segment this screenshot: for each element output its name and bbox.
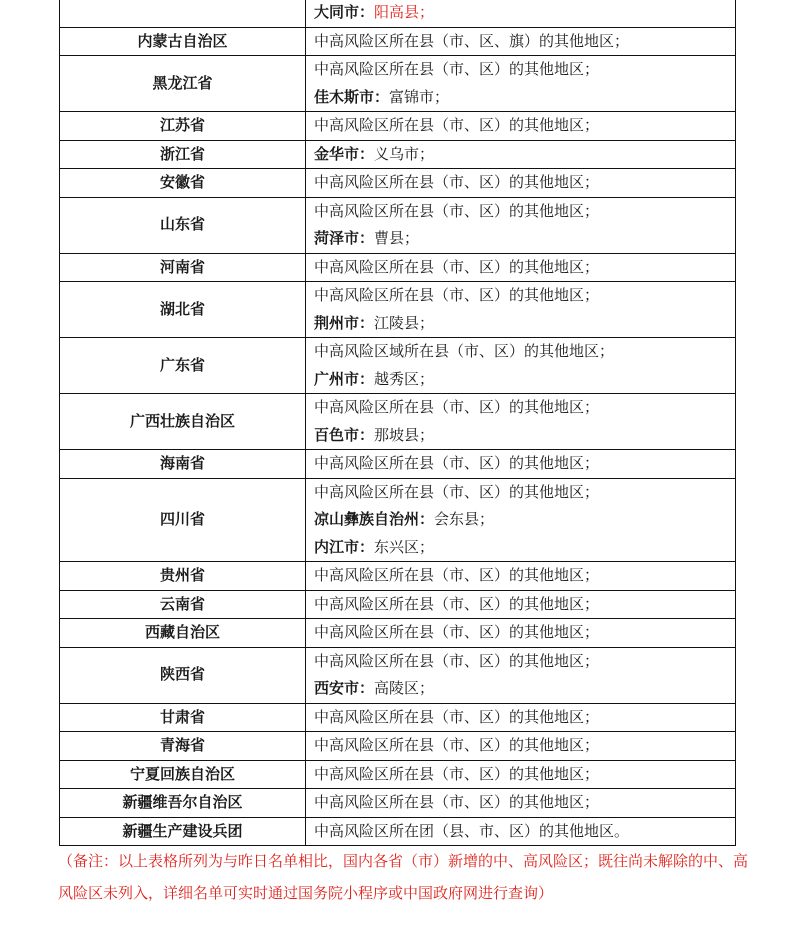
areas-cell	[306, 478, 736, 562]
region-cell	[60, 0, 306, 27]
area-text: 中高风险区所在县（市、区）的其他地区；	[314, 793, 600, 811]
area-line	[314, 141, 735, 169]
table-row	[60, 338, 736, 394]
area-text: 中高风险区所在团（县、市、区）的其他地区。	[314, 821, 630, 840]
table-row	[60, 789, 736, 818]
areas-cell	[306, 732, 736, 761]
area-text: 中高风险区所在县（市、区）的其他地区；	[314, 116, 600, 134]
table-row	[60, 56, 736, 112]
area-text: 富锦市；	[389, 87, 450, 106]
area-text: 中高风险区所在县（市、区）的其他地区；	[314, 173, 600, 191]
area-line	[314, 310, 735, 338]
table-row	[60, 197, 736, 253]
table-row	[60, 169, 736, 198]
area-line	[314, 562, 735, 590]
city-name: 百色市	[314, 425, 360, 444]
region-cell: 宁夏回族自治区	[60, 760, 306, 789]
city-name: 广州市	[314, 369, 360, 388]
areas-cell	[306, 0, 736, 27]
area-line	[314, 338, 735, 366]
region-cell: 安徽省	[60, 169, 306, 198]
area-line	[314, 450, 735, 478]
area-text: 中高风险区所在县（市、区）的其他地区；	[314, 736, 600, 754]
region-cell: 陕西省	[60, 647, 306, 703]
table-row	[60, 394, 736, 450]
region-cell: 黑龙江省	[60, 56, 306, 112]
table-row	[60, 112, 736, 141]
city-separator: ：	[359, 425, 375, 444]
area-line	[314, 254, 735, 282]
area-line	[314, 394, 735, 422]
region-cell: 河南省	[60, 253, 306, 282]
city-separator: ：	[359, 679, 375, 697]
region-cell: 海南省	[60, 450, 306, 479]
table-row	[60, 732, 736, 761]
table-row	[60, 450, 736, 479]
areas-cell	[306, 140, 736, 169]
table-row	[60, 253, 736, 282]
area-text: 阳高县；	[374, 3, 435, 21]
city-separator: ：	[359, 537, 375, 556]
areas-cell	[306, 197, 736, 253]
area-text: 中高风险区所在县（市、区）的其他地区；	[314, 482, 600, 501]
area-text: 中高风险区所在县（市、区）的其他地区；	[314, 623, 600, 641]
city-name: 荆州市	[314, 313, 360, 332]
area-line	[314, 56, 735, 84]
city-separator: ：	[359, 3, 375, 21]
risk-area-table-body	[60, 0, 736, 846]
city-name: 金华市	[314, 144, 360, 163]
area-text: 中高风险区所在县（市、区）的其他地区；	[314, 707, 600, 726]
table-row	[60, 703, 736, 732]
region-cell: 内蒙古自治区	[60, 27, 306, 56]
remark-note: （备注：以上表格所列为与昨日名单相比，国内各省（市）新增的中、高风险区；既往尚未解除的中、高风险区未列入，详细名单可实时通过国务院小程序或中国政府网进行查询）	[58, 852, 749, 902]
area-text: 中高风险区所在县（市、区、旗）的其他地区；	[314, 31, 630, 50]
region-cell: 新疆生产建设兵团	[60, 817, 306, 846]
table-row	[60, 647, 736, 703]
city-separator: ：	[359, 229, 375, 247]
area-line	[314, 366, 735, 394]
region-cell: 四川省	[60, 478, 306, 562]
area-line	[314, 789, 735, 817]
areas-cell	[306, 112, 736, 141]
region-cell: 云南省	[60, 590, 306, 619]
table-row	[60, 0, 736, 27]
area-text: 中高风险区所在县（市、区）的其他地区；	[314, 286, 600, 304]
city-name: 大同市	[314, 3, 360, 21]
region-cell: 浙江省	[60, 140, 306, 169]
region-cell: 青海省	[60, 732, 306, 761]
area-line	[314, 648, 735, 676]
area-text: 中高风险区所在县（市、区）的其他地区；	[314, 566, 600, 584]
area-text: 中高风险区所在县（市、区）的其他地区；	[314, 594, 600, 613]
areas-cell	[306, 169, 736, 198]
area-text: 中高风险区所在县（市、区）的其他地区；	[314, 764, 600, 783]
city-separator: ：	[359, 369, 375, 388]
region-cell: 江苏省	[60, 112, 306, 141]
area-line	[314, 534, 735, 562]
area-text: 中高风险区所在县（市、区）的其他地区；	[314, 257, 600, 276]
city-name: 佳木斯市	[314, 87, 375, 106]
area-line	[314, 704, 735, 732]
city-separator: ：	[359, 313, 375, 332]
area-text: 中高风险区所在县（市、区）的其他地区；	[314, 398, 600, 416]
area-text: 越秀区；	[374, 369, 435, 388]
areas-cell	[306, 27, 736, 56]
table-row	[60, 140, 736, 169]
table-row	[60, 478, 736, 562]
area-text: 曹县；	[374, 229, 420, 247]
area-text: 江陵县；	[374, 313, 435, 332]
area-text: 义乌市；	[374, 144, 435, 163]
areas-cell	[306, 56, 736, 112]
area-line	[314, 84, 735, 112]
table-row	[60, 27, 736, 56]
area-text: 东兴区；	[374, 537, 435, 556]
area-line	[314, 732, 735, 760]
areas-cell	[306, 562, 736, 591]
area-text: 高陵区；	[374, 679, 435, 697]
areas-cell	[306, 282, 736, 338]
table-row	[60, 760, 736, 789]
risk-area-table	[59, 0, 736, 846]
area-line	[314, 675, 735, 703]
areas-cell	[306, 450, 736, 479]
city-name: 内江市	[314, 537, 360, 556]
region-cell: 山东省	[60, 197, 306, 253]
area-line	[314, 282, 735, 310]
table-row	[60, 590, 736, 619]
area-text: 那坡县；	[374, 425, 435, 444]
areas-cell	[306, 703, 736, 732]
area-text: 中高风险区所在县（市、区）的其他地区；	[314, 201, 600, 220]
areas-cell	[306, 817, 736, 846]
region-cell: 湖北省	[60, 282, 306, 338]
area-line	[314, 112, 735, 140]
city-name: 西安市	[314, 679, 360, 697]
table-row	[60, 619, 736, 648]
area-line	[314, 225, 735, 253]
area-line	[314, 422, 735, 450]
areas-cell	[306, 338, 736, 394]
areas-cell	[306, 394, 736, 450]
area-line	[314, 479, 735, 507]
region-cell: 新疆维吾尔自治区	[60, 789, 306, 818]
city-name: 凉山彝族自治州	[314, 510, 420, 528]
area-line	[314, 591, 735, 619]
city-separator: ：	[359, 144, 375, 163]
area-text: 中高风险区域所在县（市、区）的其他地区；	[314, 342, 615, 360]
area-line	[314, 198, 735, 226]
table-row	[60, 562, 736, 591]
areas-cell	[306, 647, 736, 703]
region-cell: 西藏自治区	[60, 619, 306, 648]
area-line	[314, 28, 735, 56]
areas-cell	[306, 253, 736, 282]
region-cell: 广西壮族自治区	[60, 394, 306, 450]
area-line	[314, 506, 735, 534]
area-line	[314, 619, 735, 647]
area-text: 中高风险区所在县（市、区）的其他地区；	[314, 454, 600, 472]
table-row	[60, 282, 736, 338]
area-text: 会东县；	[434, 510, 495, 528]
areas-cell	[306, 789, 736, 818]
area-line	[314, 169, 735, 197]
city-separator: ：	[374, 87, 390, 106]
region-cell: 甘肃省	[60, 703, 306, 732]
region-cell: 广东省	[60, 338, 306, 394]
region-cell: 贵州省	[60, 562, 306, 591]
areas-cell	[306, 760, 736, 789]
area-text: 中高风险区所在县（市、区）的其他地区；	[314, 60, 600, 78]
table-row	[60, 817, 736, 846]
areas-cell	[306, 590, 736, 619]
area-line	[314, 761, 735, 789]
city-separator: ：	[419, 510, 435, 528]
area-line	[314, 0, 735, 27]
city-name: 菏泽市	[314, 229, 360, 247]
areas-cell	[306, 619, 736, 648]
area-text: 中高风险区所在县（市、区）的其他地区；	[314, 651, 600, 670]
area-line	[314, 818, 735, 846]
